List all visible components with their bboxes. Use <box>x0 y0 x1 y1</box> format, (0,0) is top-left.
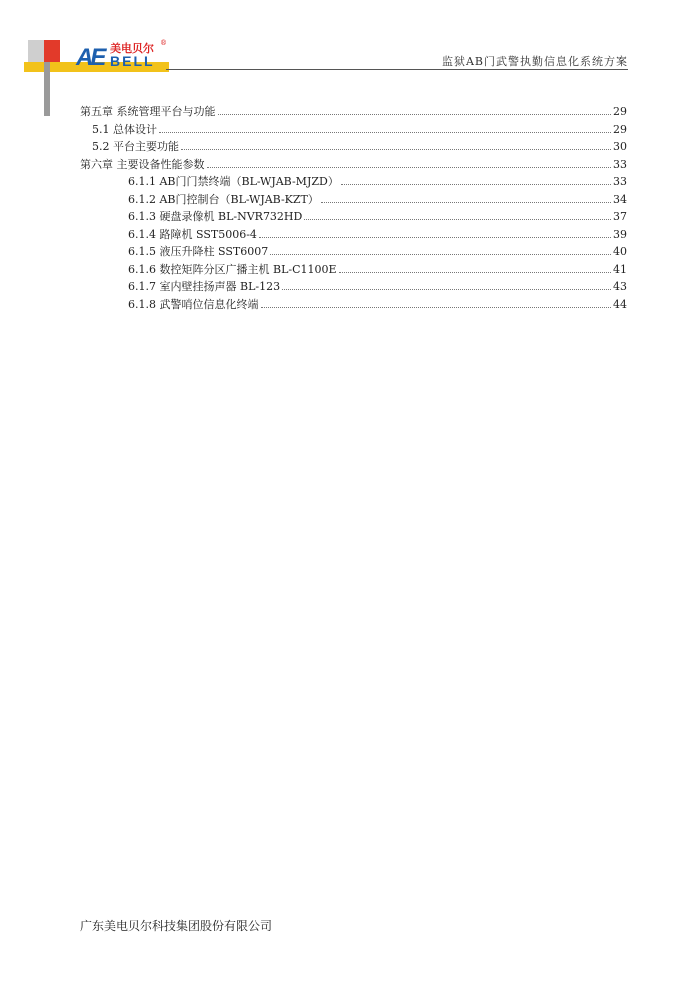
document-title: 监狱AB门武警执勤信息化系统方案 <box>441 55 628 68</box>
header-decoration-gray-vertical <box>44 62 50 116</box>
table-of-contents <box>80 103 627 313</box>
toc-leader-dots <box>159 132 611 133</box>
toc-leader-dots <box>270 254 611 255</box>
toc-leader-dots <box>282 289 611 290</box>
toc-entry-text: 6.1.1 AB门门禁终端（BL-WJAB-MJZD） <box>128 175 339 188</box>
toc-entry-text: 第五章 系统管理平台与功能 <box>80 105 216 118</box>
toc-entry-text: 6.1.7 室内壁挂扬声器 BL-123 <box>128 280 281 293</box>
toc-entry[interactable] <box>80 121 627 139</box>
toc-leader-dots <box>339 272 611 273</box>
toc-entry[interactable] <box>80 156 627 174</box>
toc-leader-dots <box>261 307 612 308</box>
toc-leader-dots <box>304 219 611 220</box>
toc-page-number: 33 <box>613 157 627 171</box>
toc-entry[interactable] <box>80 173 627 191</box>
toc-entry[interactable] <box>80 261 627 279</box>
toc-entry[interactable] <box>80 226 627 244</box>
toc-page-number: 40 <box>613 245 627 258</box>
toc-leader-dots <box>181 149 611 150</box>
footer-company-name: 广东美电贝尔科技集团股份有限公司 <box>80 919 273 933</box>
toc-entry-text: 5.1 总体设计 <box>92 122 157 136</box>
toc-entry-text: 6.1.6 数控矩阵分区广播主机 BL-C1100E <box>128 262 337 276</box>
logo-bell-text: BELL <box>110 53 155 69</box>
toc-page-number: 37 <box>613 210 627 223</box>
toc-leader-dots <box>207 167 612 168</box>
logo-registered-mark: ® <box>160 39 167 47</box>
toc-entry-text: 第六章 主要设备性能参数 <box>80 157 205 171</box>
header-decoration-red-square <box>44 40 60 62</box>
toc-entry-text: 5.2 平台主要功能 <box>92 140 179 153</box>
toc-entry[interactable] <box>80 138 627 156</box>
toc-entry[interactable] <box>80 296 627 314</box>
toc-page-number: 34 <box>613 192 627 206</box>
toc-page-number: 41 <box>613 262 627 276</box>
logo-ae-mark: AE <box>76 44 104 71</box>
toc-entry[interactable] <box>80 103 627 121</box>
toc-page-number: 44 <box>613 297 627 311</box>
header-divider <box>166 69 628 70</box>
toc-leader-dots <box>321 202 611 203</box>
toc-entry-text: 6.1.2 AB门控制台（BL-WJAB-KZT） <box>128 192 319 206</box>
toc-page-number: 33 <box>613 175 627 188</box>
toc-entry-text: 6.1.8 武警哨位信息化终端 <box>128 297 259 311</box>
toc-entry[interactable] <box>80 243 627 261</box>
toc-leader-dots <box>341 184 611 185</box>
toc-entry-text: 6.1.5 液压升降柱 SST6007 <box>128 245 269 258</box>
toc-entry[interactable] <box>80 278 627 296</box>
toc-page-number: 29 <box>613 105 627 118</box>
toc-leader-dots <box>259 237 611 238</box>
toc-page-number: 30 <box>613 140 627 153</box>
toc-entry-text: 6.1.3 硬盘录像机 BL-NVR732HD <box>128 210 303 223</box>
toc-page-number: 29 <box>613 122 627 136</box>
toc-leader-dots <box>218 114 612 115</box>
toc-entry-text: 6.1.4 路障机 SST5006-4 <box>128 227 257 241</box>
toc-page-number: 39 <box>613 227 627 241</box>
toc-entry[interactable] <box>80 208 627 226</box>
toc-entry[interactable] <box>80 191 627 209</box>
company-logo <box>76 40 176 70</box>
logo-chinese-text: 美电贝尔 <box>110 42 154 55</box>
toc-page-number: 43 <box>613 280 627 293</box>
